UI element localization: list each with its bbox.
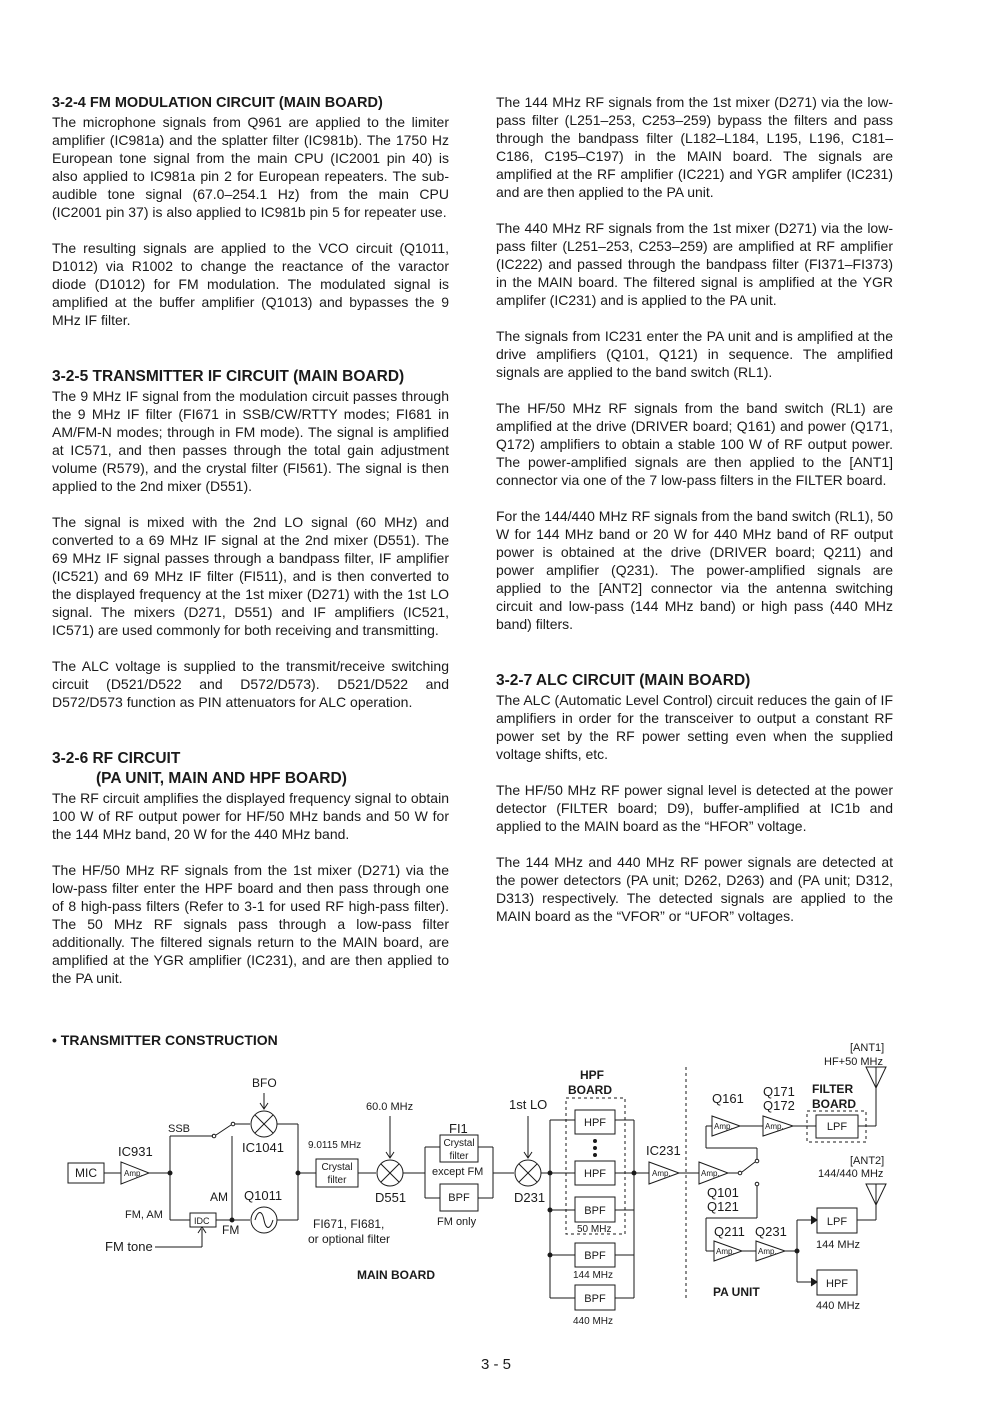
crystal-filter-label: Crystal (321, 1162, 353, 1173)
band-50-label: 50 MHz (577, 1224, 612, 1235)
paragraph: The HF/50 MHz RF signals from the 1st mixer (D271) via the low-pass filter enter the HPF board and then pass through one of 8 high-pass filters (Refer to 3-1 for used RF high-pass filter). The 50 MHz RF signals pass through a low-pass filter additionally. The filtered signals return to the MAIN board, are amplified at the YGR amplifier (IC231), and are then applied to the PA unit. (52, 862, 449, 986)
paragraph: The ALC voltage is supplied to the transmit/receive switching circuit (D521/D522 and D572/D573). D521/D522 and D572/D573 function as PIN attenuators for ALC operation. (52, 658, 449, 710)
q211-label: Q211 (714, 1224, 745, 1239)
ant1-label: HF+50 MHz (824, 1056, 883, 1068)
fm-tone-label: FM tone (105, 1239, 153, 1254)
amp-label: Amp. (701, 1169, 720, 1178)
mic-label: MIC (75, 1166, 97, 1180)
q101-q121-label: Q121 (707, 1199, 739, 1214)
q231-label: Q231 (755, 1224, 787, 1239)
paragraph: The RF circuit amplifies the displayed frequency signal to obtain 100 W of RF output power for HF/50 MHz bands and 50 W for the 144 MHz band, 20 W for the 440 MHz band. (52, 790, 449, 842)
paragraph: The microphone signals from Q961 are applied to the limiter amplifier (IC981a) and the splatter filter (IC981b). The 1750 Hz European tone signal from the main CPU (IC2001 pin 40) is also applied to IC981a pin 2 for European repeaters. The sub-audible tone signal (67.0–254.1 Hz) from the main CPU (IC2001 pin 37) is also applied to IC981b pin 5 for repeater use. (52, 114, 449, 220)
fi1-crystal-label: Crystal (443, 1138, 475, 1149)
d551-label: D551 (375, 1190, 407, 1205)
paragraph: The HF/50 MHz RF signals from the band switch (RL1) are amplified at the drive (DRIVER board; Q161) and power (Q171, Q172) amplifiers to obtain a stable 100 W of RF output power. The power-amplified signals are then applied to the [ANT1] connector via one of the 7 low-pass filters in the FILTER board. (496, 400, 893, 488)
band-440-label: 440 MHz (573, 1316, 614, 1327)
q171-q172-label: Q171 (763, 1084, 795, 1099)
q101-q121-label: Q101 (707, 1185, 739, 1200)
amp-label: Amp. (716, 1247, 735, 1256)
lo1-label: 1st LO (509, 1097, 548, 1112)
paragraph: The 9 MHz IF signal from the modulation circuit passes through the 9 MHz IF filter (FI671 in SSB/CW/RTTY modes; FI681 in AM/FM-N modes; through in FM mode). The signal is amplified at IC571, and then passes through the total gain adjustment volume (R579), and the crystal filter (FI561). The signal is then applied to the 2nd mixer (D551). (52, 388, 449, 494)
section-heading: 3-2-5 TRANSMITTER IF CIRCUIT (MAIN BOARD) (52, 368, 405, 385)
hpf-board-label: BOARD (568, 1083, 612, 1097)
paragraph: The signals from IC231 enter the PA unit and is amplified at the drive amplifiers (Q101, Q121) in sequence. The amplified signals are applied to the band switch (RL1). (496, 328, 893, 380)
paragraph: The resulting signals are applied to the VCO circuit (Q1011, D1012) via R1002 to change the reactance of the varactor diode (D1012) for FM modulation. The modulated signal is amplified at the buffer amplifier (Q1013) and bypasses the 9 MHz IF filter. (52, 240, 449, 328)
hpf-label: HPF (826, 1278, 848, 1290)
bpf-label: BPF (584, 1205, 606, 1217)
section-heading: 3-2-4 FM MODULATION CIRCUIT (MAIN BOARD) (52, 95, 383, 111)
except-fm-label: except FM (432, 1166, 484, 1178)
section-heading-main: 3-2-6 RF CIRCUIT (52, 750, 181, 767)
ant2-label: [ANT2] (850, 1155, 885, 1167)
hpf-label: HPF (584, 1117, 606, 1129)
fm-label: FM (222, 1223, 240, 1237)
amp-label: Amp. (714, 1122, 733, 1131)
q161-label: Q161 (712, 1091, 744, 1106)
if-frequency-label: 9.0115 MHz (308, 1140, 362, 1151)
bpf-label: BPF (584, 1293, 606, 1305)
paragraph: The 144 MHz and 440 MHz RF power signals are detected at the power detectors (PA unit; D262, D263) and (PA unit; D312, D313) respectively. The detected signals are applied to the MAIN board as the “VFOR” or “UFOR” voltages. (496, 854, 893, 924)
page-number: 3 - 5 (480, 1356, 511, 1373)
paragraph: The 144 MHz RF signals from the 1st mixer (D271) via the low-pass filter (L251–253, C253–259) bypass the filters and pass through the bandpass filter (L182–L184, L195, L196, C181–C186, C195–C197) in the MAIN board. The signals are amplified at the RF amplifier (IC221) and YGR amplifer (IC231) and are then applied to the PA unit. (496, 94, 893, 200)
ic931-label: IC931 (118, 1144, 153, 1159)
bpf-label: BPF (584, 1250, 606, 1262)
bpf-label: BPF (448, 1192, 470, 1204)
idc-label: IDC (194, 1216, 210, 1226)
ant1-label: [ANT1] (850, 1042, 885, 1054)
ic1041-label: IC1041 (242, 1140, 284, 1155)
amp-label: Amp. (652, 1169, 671, 1178)
ant2-label: 144/440 MHz (818, 1168, 884, 1180)
q1011-label: Q1011 (244, 1188, 283, 1203)
fi1-crystal-label: filter (449, 1151, 469, 1162)
band-440-label: 440 MHz (816, 1300, 861, 1312)
lo2-frequency-label: 60.0 MHz (366, 1101, 414, 1113)
filter-options-label: FI671, FI681, (313, 1217, 385, 1231)
fi1-label: FI1 (449, 1121, 468, 1136)
am-label: AM (210, 1190, 228, 1204)
q171-q172-label: Q172 (763, 1098, 795, 1113)
amp-label: Amp. (758, 1247, 777, 1256)
pa-unit-label: PA UNIT (713, 1285, 760, 1299)
hpf-board-label: HPF (580, 1068, 604, 1082)
filter-options-label: or optional filter (308, 1232, 391, 1246)
ic231-label: IC231 (646, 1143, 681, 1158)
hpf-label: HPF (584, 1168, 606, 1180)
paragraph: The 440 MHz RF signals from the 1st mixer (D271) via the low-pass filter (L251–253, C253–259) are amplified at RF amplifier (IC222) and passed through the bandpass filter (FI371–FI373) in the MAIN board. The filtered signal is amplified at the YGR amplifer (IC231) and is applied to the PA unit. (496, 220, 893, 308)
paragraph: The ALC (Automatic Level Control) circuit reduces the gain of IF amplifiers in order for the transceiver to output a constant RF power set by the RF power setting even when the supplied voltage shifts, etc. (496, 692, 893, 762)
filter-board-label: BOARD (812, 1097, 856, 1111)
lpf-label: LPF (826, 1216, 848, 1228)
filter-board-label: FILTER (812, 1082, 854, 1096)
d231-label: D231 (514, 1190, 546, 1205)
amp-label: Amp. (765, 1122, 784, 1131)
section-heading-sub: (PA UNIT, MAIN AND HPF BOARD) (96, 770, 347, 787)
crystal-filter-label: filter (327, 1175, 347, 1186)
fm-only-label: FM only (437, 1216, 477, 1228)
band-144-label: 144 MHz (816, 1239, 861, 1251)
paragraph: The signal is mixed with the 2nd LO signal (60 MHz) and converted to a 69 MHz IF signal at the 2nd mixer (D551). The 69 MHz IF signal passes through a bandpass filter, IF amplifier (IC521) and 69 MHz IF filter (FI511), and is then converted to the displayed frequency at the 1st mixer (D271) with the 1st LO signal. The mixers (D271, D551) and IF amplifiers (IC521, IC571) are used commonly for both receiving and transmitting. (52, 514, 449, 638)
main-board-label: MAIN BOARD (357, 1268, 435, 1282)
amp-label: Amp. (124, 1169, 143, 1178)
ssb-label: SSB (168, 1123, 191, 1135)
lpf-label: LPF (826, 1121, 848, 1133)
diagram-title: • TRANSMITTER CONSTRUCTION (52, 1032, 278, 1048)
section-heading: 3-2-7 ALC CIRCUIT (MAIN BOARD) (496, 672, 751, 689)
fm-am-label: FM, AM (125, 1209, 163, 1221)
paragraph: The HF/50 MHz RF power signal level is detected at the power detector (FILTER board; D9), buffer-amplified at IC1b and applied to the MAIN board as the “HFOR” voltage. (496, 782, 893, 834)
band-144-label: 144 MHz (573, 1270, 614, 1281)
paragraph: For the 144/440 MHz RF signals from the band switch (RL1), 50 W for 144 MHz band or 20 W for 440 MHz band of RF output power is obtained at the drive (DRIVER board; Q211) and power amplifier (Q231). The power-amplified signals are applied to the [ANT2] connector via the antenna switching circuit and low-pass (144 MHz band) or high pass (440 MHz band) filters. (496, 508, 893, 632)
bfo-label: BFO (252, 1076, 277, 1090)
